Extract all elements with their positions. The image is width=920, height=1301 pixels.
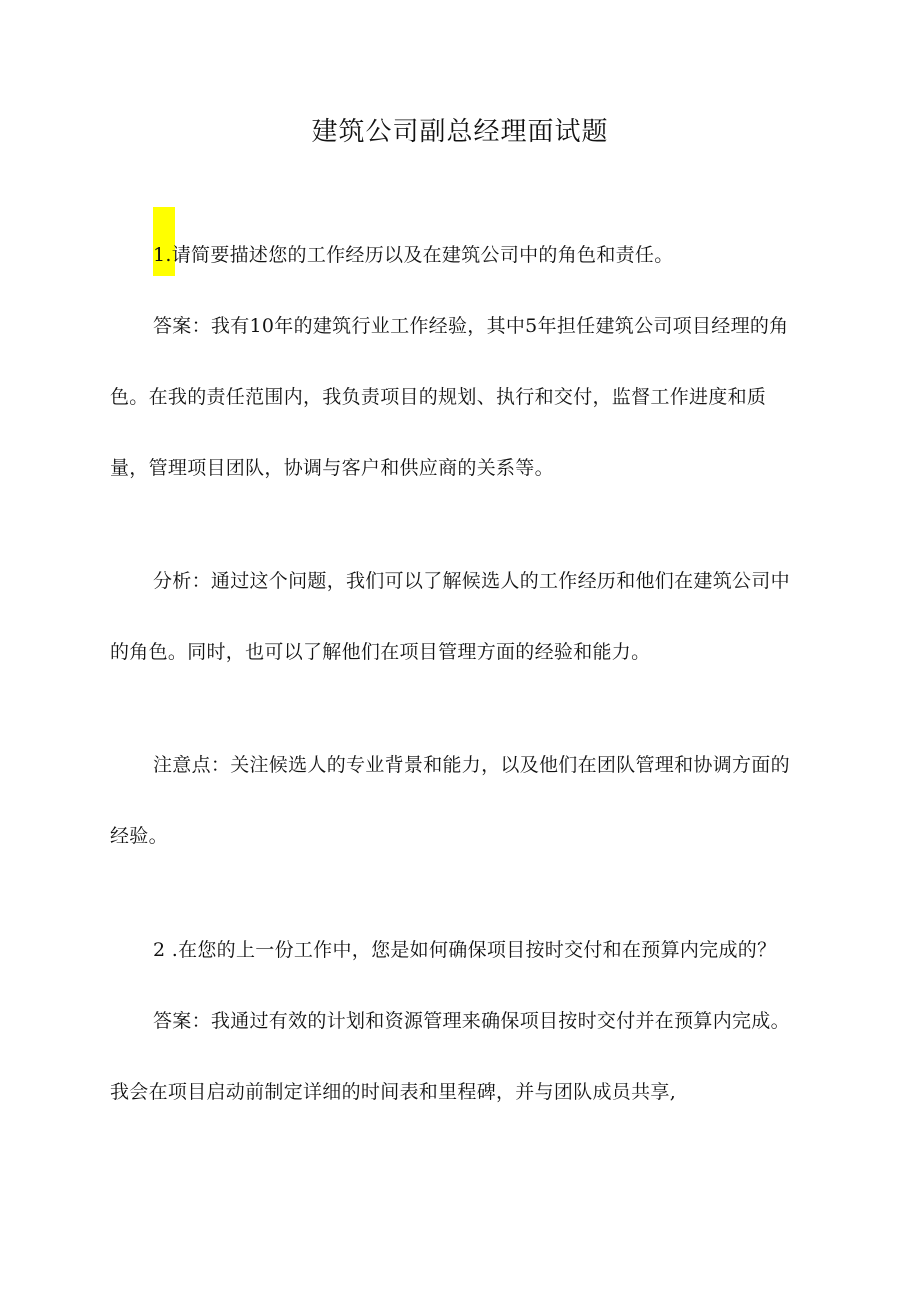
question-1-text: 请简要描述您的工作经历以及在建筑公司中的角色和责任。 [171,244,674,266]
note-1-line-1: 注意点：关注候选人的专业背景和能力，以及他们在团队管理和协调方面的 [153,754,790,776]
question-2: 2 .在您的上一份工作中，您是如何确保项目按时交付和在预算内完成的？ [153,939,777,961]
answer-2-line-1: 答案：我通过有效的计划和资源管理来确保项目按时交付并在预算内完成。 [153,1010,790,1032]
answer-1-line-2: 色。在我的责任范围内，我负责项目的规划、执行和交付，监督工作进度和质 [110,386,767,408]
analysis-1-line-2: 的角色。同时，也可以了解他们在项目管理方面的经验和能力。 [110,641,651,663]
question-1-number: 1. [153,244,172,266]
note-1-line-2: 经验。 [110,825,168,847]
analysis-1-line-1: 分析：通过这个问题，我们可以了解候选人的工作经历和他们在建筑公司中 [153,570,790,592]
answer-2-line-2: 我会在项目启动前制定详细的时间表和里程碑，并与团队成员共享, [110,1081,677,1103]
answer-1-line-1: 答案：我有10年的建筑行业工作经验，其中5年担任建筑公司项目经理的角 [153,315,789,337]
document-title: 建筑公司副总经理面试题 [311,117,609,147]
answer-1-line-3: 量，管理项目团队，协调与客户和供应商的关系等。 [110,457,554,479]
question-1 [153,240,674,270]
